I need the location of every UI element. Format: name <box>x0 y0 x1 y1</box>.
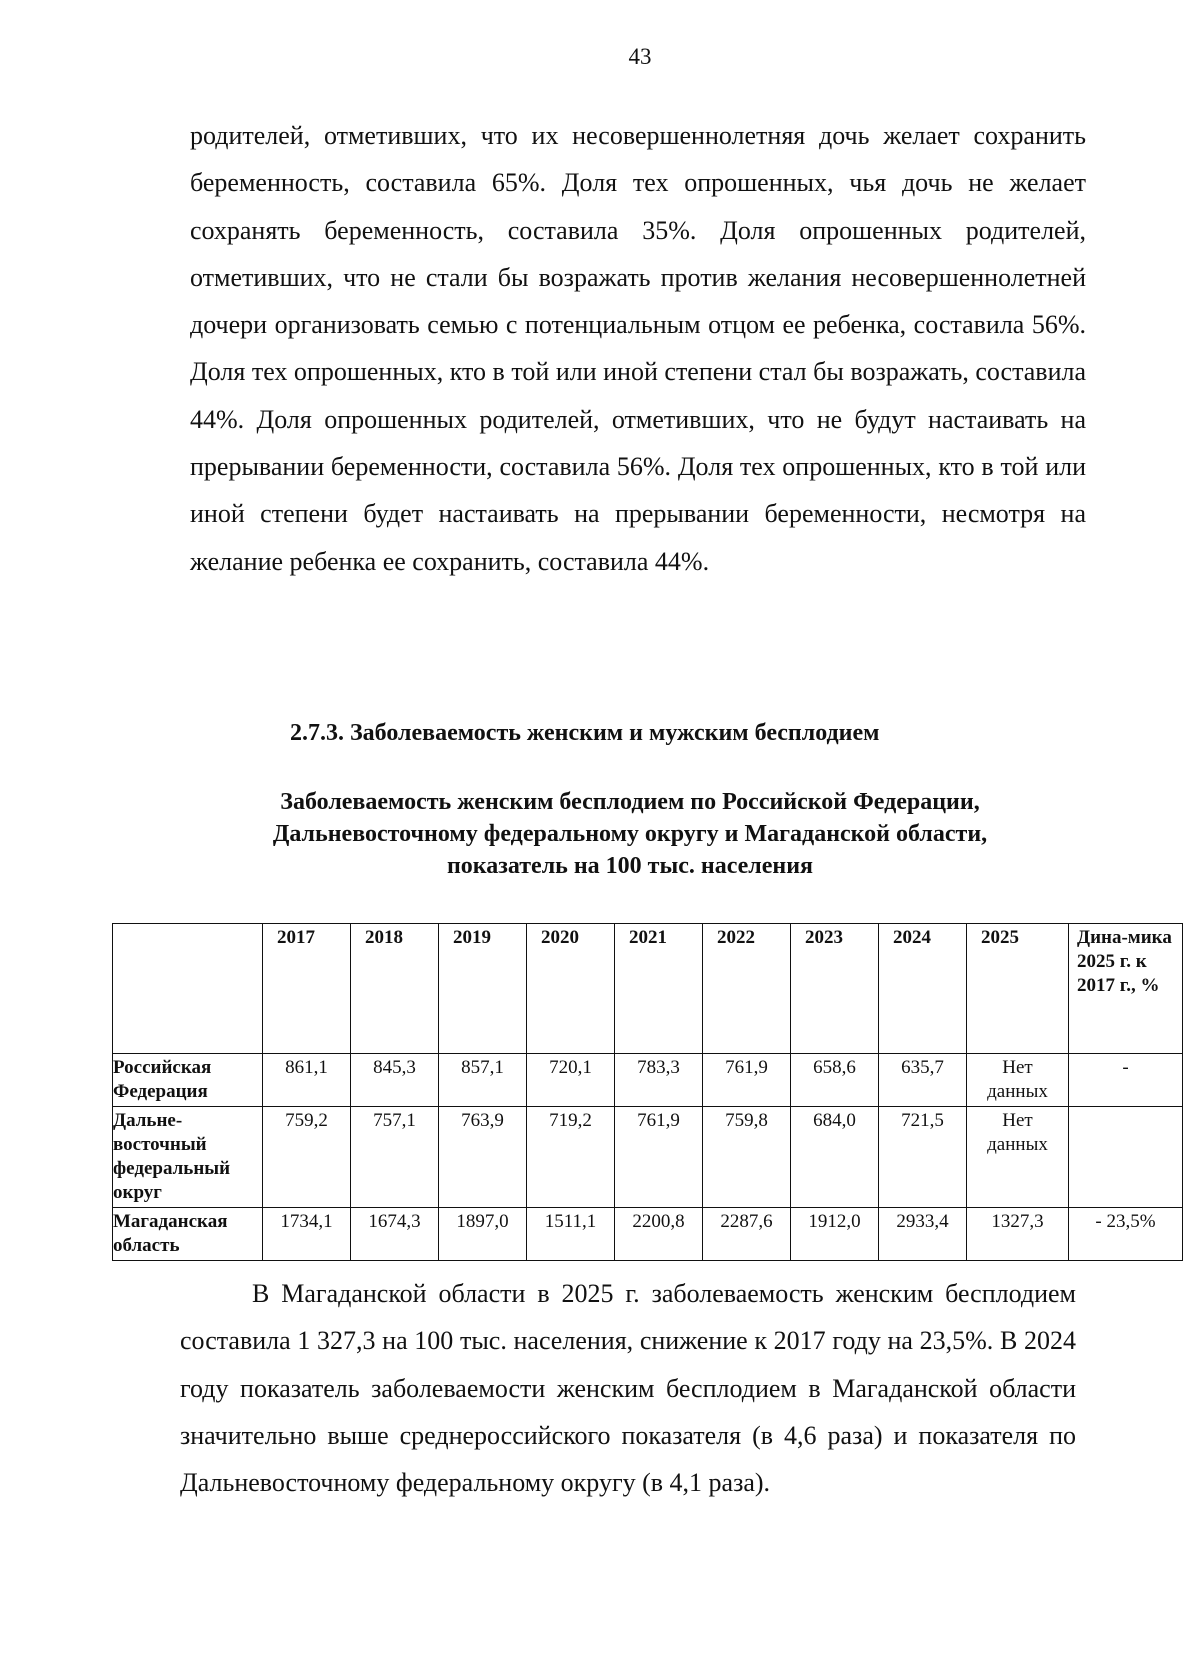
header-year-2019: 2019 <box>439 924 527 1054</box>
dynamics-cell: - 23,5% <box>1069 1208 1183 1261</box>
table-cell: 759,8 <box>703 1107 791 1208</box>
table-cell: 1327,3 <box>967 1208 1069 1261</box>
table-cell: 1897,0 <box>439 1208 527 1261</box>
dynamics-cell: - <box>1069 1054 1183 1107</box>
table-cell: 857,1 <box>439 1054 527 1107</box>
table-cell: 763,9 <box>439 1107 527 1208</box>
header-year-2021: 2021 <box>615 924 703 1054</box>
table-cell: 761,9 <box>703 1054 791 1107</box>
infertility-table <box>112 923 1183 1261</box>
table-row <box>113 1208 1183 1261</box>
table-cell: 1674,3 <box>351 1208 439 1261</box>
table-row <box>113 1107 1183 1208</box>
table-cell: 845,3 <box>351 1054 439 1107</box>
table-cell: 1912,0 <box>791 1208 879 1261</box>
table-cell: 783,3 <box>615 1054 703 1107</box>
header-year-2024: 2024 <box>879 924 967 1054</box>
header-year-2017: 2017 <box>263 924 351 1054</box>
table-row <box>113 1054 1183 1107</box>
row-label: Дальне-восточный федеральный округ <box>113 1107 263 1208</box>
table-cell: Нет данных <box>967 1107 1069 1208</box>
table-cell: 757,1 <box>351 1107 439 1208</box>
section-heading: 2.7.3. Заболеваемость женским и мужским бесплодием <box>290 720 880 746</box>
body-paragraph-2: В Магаданской области в 2025 г. заболеваемость женским бесплодием составила 1 327,3 на 100 тыс. населения, снижение к 2017 году на 23,5%. В 2024 году показатель заболеваемости женским бесплодием в Магаданской области значительно выше среднероссийского показателя (в 4,6 раза) и показателя по Дальневосточному федеральному округу (в 4,1 раза). <box>180 1279 1076 1498</box>
header-year-2022: 2022 <box>703 924 791 1054</box>
table-header-row <box>113 924 1183 1054</box>
table-cell: 2200,8 <box>615 1208 703 1261</box>
table-cell: 1734,1 <box>263 1208 351 1261</box>
table-cell: 684,0 <box>791 1107 879 1208</box>
header-dynamics: Дина-мика 2025 г. к 2017 г., % <box>1069 924 1183 1054</box>
table-cell: 719,2 <box>527 1107 615 1208</box>
header-corner <box>113 924 263 1054</box>
table-cell: 1511,1 <box>527 1208 615 1261</box>
header-year-2025: 2025 <box>967 924 1069 1054</box>
header-year-2018: 2018 <box>351 924 439 1054</box>
table-cell: 861,1 <box>263 1054 351 1107</box>
body-paragraph-1: родителей, отметивших, что их несовершеннолетняя дочь желает сохранить беременность, составила 65%. Доля тех опрошенных, чья дочь не желает сохранять беременность, составила 35%. Доля опрошенных родителей, отметивших, что не стали бы возражать против желания несовершеннолетней дочери организовать семью с потенциальным отцом ее ребенка, составила 56%. Доля тех опрошенных, кто в той или иной степени стал бы возражать, составила 44%. Доля опрошенных родителей, отметивших, что не будут настаивать на прерывании беременности, составила 56%. Доля тех опрошенных, кто в той или иной степени будет настаивать на прерывании беременности, несмотря на желание ребенка ее сохранить, составила 44%. <box>190 121 1086 576</box>
table-cell: Нет данных <box>967 1054 1069 1107</box>
table-caption: Заболеваемость женским бесплодием по Российской Федерации, Дальневосточному федеральному округу и Магаданской области, показатель на 100 тыс. населения <box>272 789 988 879</box>
row-label: Российская Федерация <box>113 1054 263 1107</box>
table-cell: 2933,4 <box>879 1208 967 1261</box>
table-cell: 635,7 <box>879 1054 967 1107</box>
table-cell: 721,5 <box>879 1107 967 1208</box>
table-cell: 761,9 <box>615 1107 703 1208</box>
table-cell: 658,6 <box>791 1054 879 1107</box>
table-cell: 2287,6 <box>703 1208 791 1261</box>
header-year-2023: 2023 <box>791 924 879 1054</box>
page-number: 43 <box>628 44 652 69</box>
table-cell: 720,1 <box>527 1054 615 1107</box>
header-year-2020: 2020 <box>527 924 615 1054</box>
row-label: Магаданская область <box>113 1208 263 1261</box>
table-cell: 759,2 <box>263 1107 351 1208</box>
dynamics-cell <box>1069 1107 1183 1208</box>
